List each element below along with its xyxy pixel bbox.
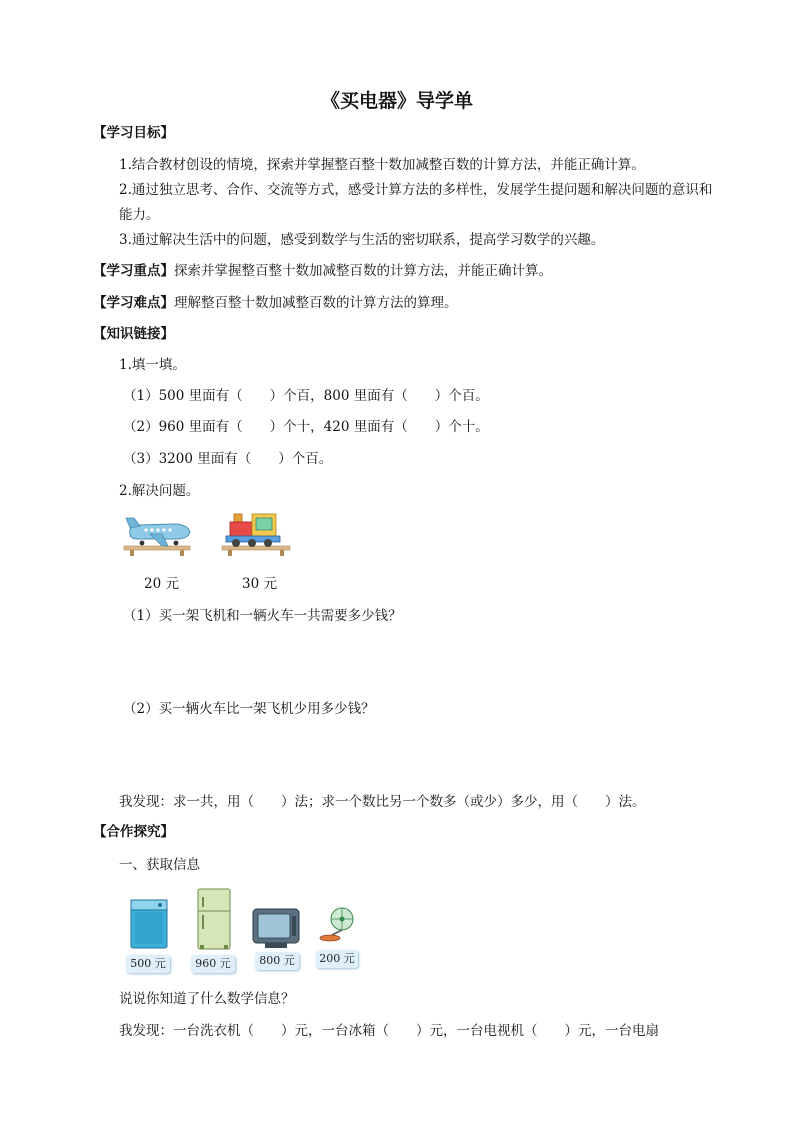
objective-item-3: 3.通过解决生活中的问题，感受到数学与生活的密切联系，提高学习数学的兴趣。 [119,232,605,248]
airplane-price: 20 元 [144,576,179,592]
toy-train-image [218,510,294,558]
question-2-2: （2）买一辆火车比一架飞机少用多少钱？ [123,701,375,717]
question-1-1: （1）500 里面有（ ）个百，800 里面有（ ）个百。 [123,388,489,404]
question-2-1: （1）买一架飞机和一辆火车一共需要多少钱？ [123,608,402,624]
question-1: 1.填一填。 [119,357,186,373]
explore-heading: 【合作探究】 [93,824,174,840]
refrigerator-image [194,887,234,951]
objective-item-2: 2.通过独立思考、合作、交流等方式，感受计算方法的多样性，发展学生提问题和解决问题的意识和 [119,182,713,198]
difficulty [93,294,458,312]
key-point [93,262,552,280]
difficulty-text: 理解整百整十数加减整百数的计算方法的算理。 [174,295,458,311]
objective-item-2-cont: 能力。 [119,207,160,223]
difficulty-label: 【学习难点】 [93,295,174,311]
washing-machine-image [128,896,170,950]
television-price-tag: 800 元 [255,952,299,970]
question-1-2: （2）960 里面有（ ）个十，420 里面有（ ）个十。 [123,419,489,435]
television-image [251,905,301,951]
explore-part-1: 一、获取信息 [119,857,200,873]
question-2: 2.解决问题。 [119,483,200,499]
washing-machine-price-tag: 500 元 [126,955,170,973]
knowledge-heading: 【知识链接】 [93,326,174,342]
objectives-heading: 【学习目标】 [93,125,174,141]
objective-item-1: 1.结合教材创设的情境，探索并掌握整百整十数加减整百数的计算方法，并能正确计算。 [119,157,645,173]
electric-fan-image [318,905,358,945]
toy-airplane-image [120,512,194,558]
refrigerator-price-tag: 960 元 [191,955,235,973]
key-point-label: 【学习重点】 [93,263,174,279]
key-point-text: 探索并掌握整百整十数加减整百数的计算方法，并能正确计算。 [174,263,552,279]
page-title: 《买电器》导学单 [320,90,473,112]
explore-discovery: 我发现：一台洗衣机（ ）元，一台冰箱（ ）元，一台电视机（ ）元，一台电扇 [119,1023,659,1039]
explore-prompt: 说说你知道了什么数学信息？ [119,991,295,1007]
electric-fan-price-tag: 200 元 [316,950,358,968]
discovery-1: 我发现：求一共，用（ ）法；求一个数比另一个数多（或少）多少，用（ ）法。 [119,794,646,810]
question-1-3: （3）3200 里面有（ ）个百。 [123,451,333,467]
train-price: 30 元 [242,576,277,592]
